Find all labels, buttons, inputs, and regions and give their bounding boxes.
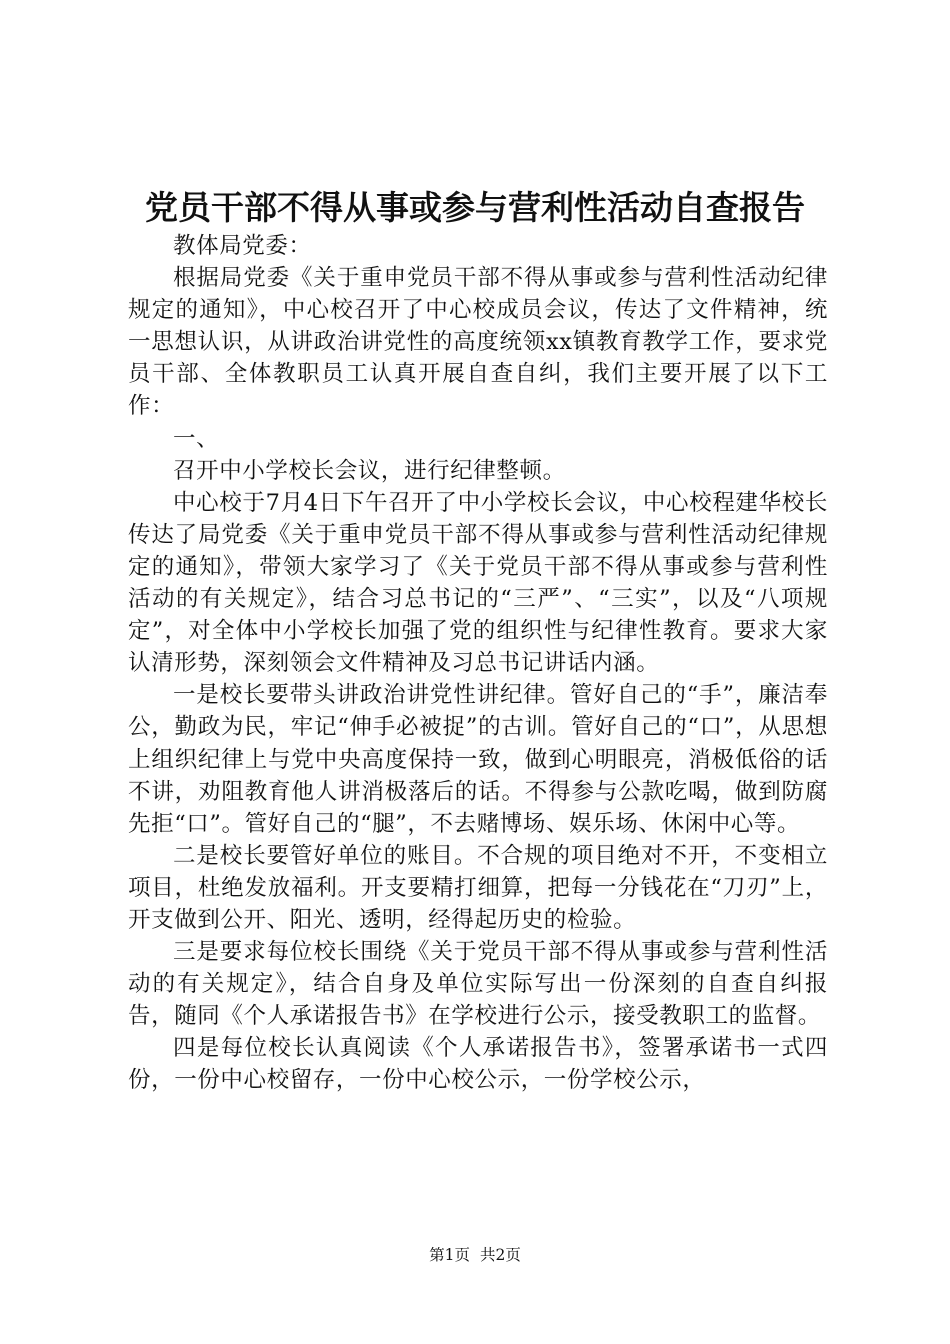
- body-paragraph: 三是要求每位校长围绕《关于党员干部不得从事或参与营利性活动的有关规定》，结合自身及单位实际写出一份深刻的自查自纠报告，随同《个人承诺报告书》在学校进行公示，接受教职工的监督。: [128, 939, 828, 1030]
- document-title: 党员干部不得从事或参与营利性活动自查报告: [145, 188, 805, 227]
- document-body: [128, 230, 828, 1097]
- page-total: 共2页: [480, 1246, 521, 1264]
- section-heading: 召开中小学校长会议，进行纪律整顿。: [173, 457, 566, 484]
- page-number: 第1页: [429, 1246, 470, 1264]
- page-footer: [0, 1244, 950, 1266]
- body-paragraph: 根据局党委《关于重申党员干部不得从事或参与营利性活动纪律规定的通知》，中心校召开了中心校成员会议，传达了文件精神，统一思想认识，从讲政治讲党性的高度统领xx镇教育教学工作，要求党员干部、全体教职员工认真开展自查自纠，我们主要开展了以下工作：: [128, 265, 828, 420]
- body-paragraph: 二是校长要管好单位的账目。不合规的项目绝对不开，不变相立项目，杜绝发放福利。开支要精打细算，把每一分钱花在“刀刃”上，开支做到公开、阳光、透明，经得起历史的检验。: [128, 842, 828, 933]
- body-paragraph: 四是每位校长认真阅读《个人承诺报告书》，签署承诺书一式四份，一份中心校留存，一份中心校公示，一份学校公示，: [128, 1035, 828, 1094]
- section-number: 一、: [173, 425, 220, 452]
- body-paragraph: 中心校于7月4日下午召开了中小学校长会议，中心校程建华校长传达了局党委《关于重申党员干部不得从事或参与营利性活动纪律规定的通知》，带领大家学习了《关于党员干部不得从事或参与营利性活动的有关规定》，结合习总书记的“三严”、“三实”，以及“八项规定”，对全体中小学校长加强了党的组织性与纪律性教育。要求大家认清形势，深刻领会文件精神及习总书记讲话内涵。: [128, 489, 828, 677]
- salutation: 教体局党委：: [173, 233, 312, 259]
- body-paragraph: 一是校长要带头讲政治讲党性讲纪律。管好自己的“手”，廉洁奉公，勤政为民，牢记“伸手必被捉”的古训。管好自己的“口”，从思想上组织纪律上与党中央高度保持一致，做到心明眼亮，消极低俗的话不讲，劝阻教育他人讲消极落后的话。不得参与公款吃喝，做到防腐先拒“口”。管好自己的“腿”，不去赌博场、娱乐场、休闲中心等。: [128, 682, 828, 837]
